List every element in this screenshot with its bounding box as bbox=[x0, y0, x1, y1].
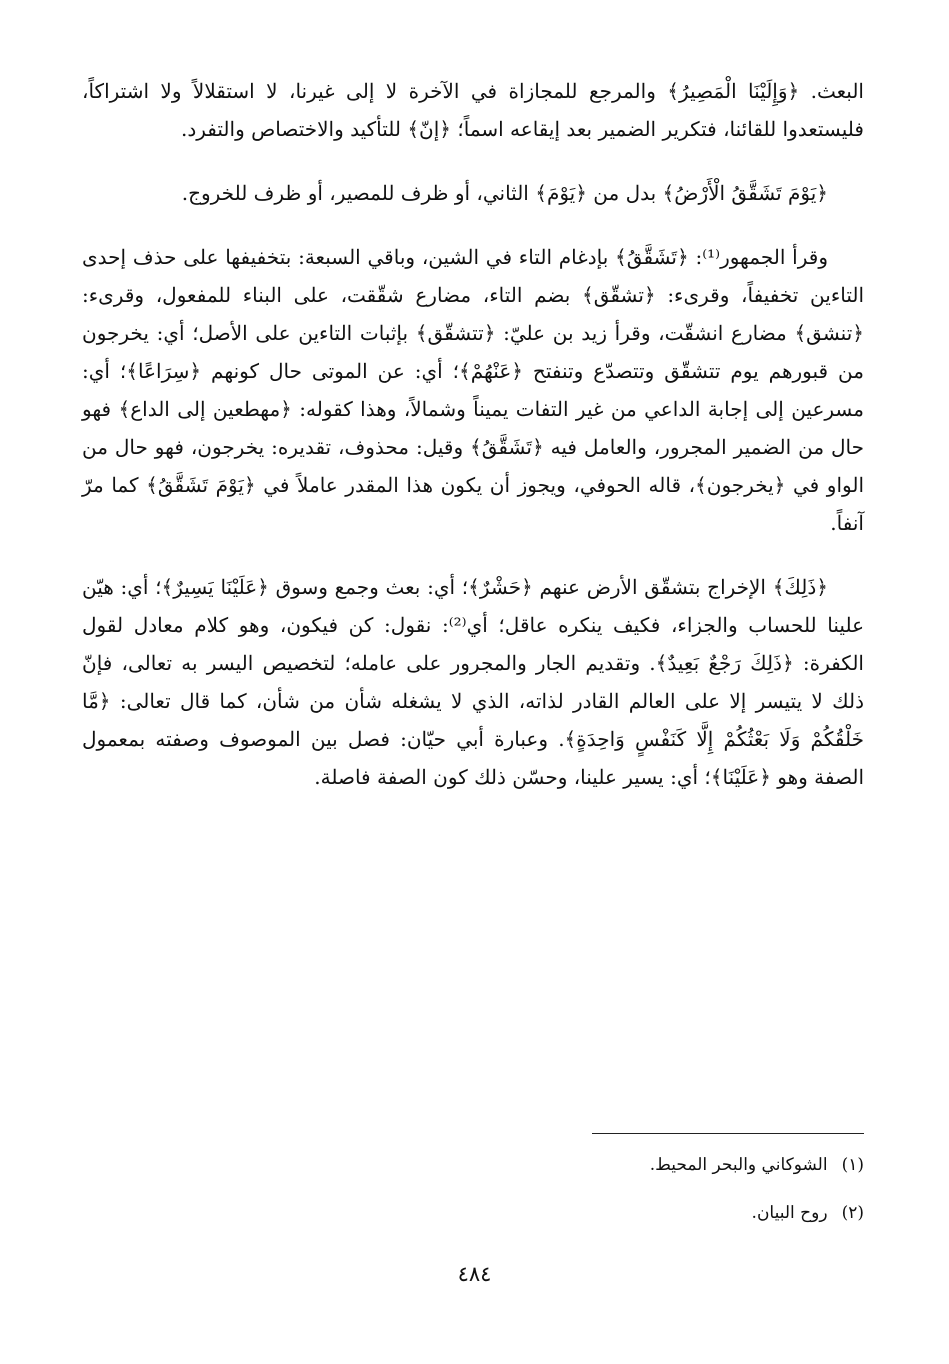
footnote-number: (٢) bbox=[841, 1203, 864, 1223]
page-number: ٤٨٤ bbox=[457, 1262, 492, 1286]
footnote-2 bbox=[364, 1198, 864, 1228]
paragraph-3: وقرأ الجمهور⁽¹⁾: ﴿تَشَقَّقُ﴾ بإدغام التاء في الشين، وباقي السبعة: بتخفيفها على حذف إحدى التاءين تخفيفاً، وقرىء: ﴿تشقّق﴾ بضم التاء، مضارع شقّقت، على البناء للمفعول، وقرىء: ﴿تنشق﴾ مضارع انشقّت، وقرأ زيد بن عليّ: ﴿تتشقّق﴾ بإثبات التاءين على الأصل؛ أي: يخرجون من قبورهم يوم تتشقّق وتتصدّع وتنفتح ﴿عَنْهُمْ﴾؛ أي: عن الموتى حال كونهم ﴿سِرَاعًا﴾؛ أي: مسرعين إلى إجابة الداعي من غير التفات يميناً وشمالاً، وهذا كقوله: ﴿مهطعين إلى الداع﴾ فهو حال من الضمير المجرور، والعامل فيه ﴿تَشَقَّقُ﴾ وقيل: محذوف، تقديره: يخرجون، فهو حال من الواو في ﴿يخرجون﴾، قاله الحوفي، ويجوز أن يكون هذا المقدر عاملاً في ﴿يَوْمَ تَشَقَّقُ﴾ كما مرّ آنفاً. bbox=[82, 245, 864, 535]
footnote-divider bbox=[592, 1133, 864, 1134]
paragraph-1: البعث. ﴿وَإِلَيْنَا الْمَصِيرُ﴾ والمرجع للمجازاة في الآخرة لا إلى غيرنا، لا استقلالاً ولا اشتراكاً، فليستعدوا للقائنا، فتكرير الضمير بعد إيقاعه اسماً؛ ﴿إنّ﴾ للتأكيد والاختصاص والتفرد. bbox=[82, 79, 864, 141]
footnote-text: روح البيان. bbox=[751, 1203, 828, 1223]
footnotes bbox=[364, 1150, 864, 1246]
paragraph-2: ﴿يَوْمَ تَشَقَّقُ الْأَرْضُ﴾ بدل من ﴿يَوْمَ﴾ الثاني، أو ظرف للمصير، أو ظرف للخروج. bbox=[181, 181, 828, 205]
footnote-1 bbox=[364, 1150, 864, 1180]
footnote-text: الشوكاني والبحر المحيط. bbox=[649, 1155, 828, 1175]
footnote-number: (١) bbox=[841, 1155, 864, 1175]
page-body bbox=[82, 72, 864, 822]
paragraph-4: ﴿ذَلِكَ﴾ الإخراج بتشقّق الأرض عنهم ﴿حَشْرٌ﴾؛ أي: بعث وجمع وسوق ﴿عَلَيْنَا يَسِيرٌ﴾؛ أي: هيّن علينا للحساب والجزاء، فكيف ينكره عاقل؛ أي⁽²⁾: نقول: كن فيكون، وهو كلام معادل لقول الكفرة: ﴿ذَلِكَ رَجْعٌ بَعِيدٌ﴾. وتقديم الجار والمجرور على عامله؛ لتخصيص اليسر به تعالى، فإنّ ذلك لا يتيسر إلا على العالم القادر لذاته، الذي لا يشغله شأن من شأن، كما قال تعالى: ﴿مَّا خَلْقُكُمْ وَلَا بَعْثُكُمْ إِلَّا كَنَفْسٍ وَاحِدَةٍ﴾. وعبارة أبي حيّان: فصل بين الموصوف وصفته بمعمول الصفة وهو ﴿عَلَيْنَا﴾؛ أي: يسير علينا، وحسّن ذلك كون الصفة فاصلة. bbox=[82, 575, 865, 789]
